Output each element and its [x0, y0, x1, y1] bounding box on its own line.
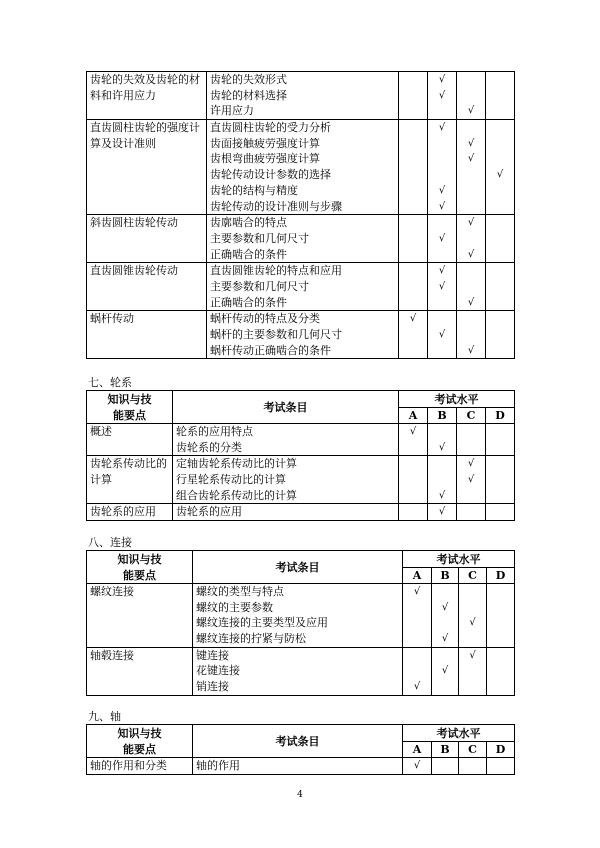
level-d: D [487, 742, 515, 758]
level-cell-b [428, 504, 457, 521]
level-cell-d [486, 120, 515, 215]
level-b: B [432, 568, 459, 584]
level-cell-c [457, 215, 486, 263]
level-cell-a [399, 215, 428, 263]
table-row [87, 215, 515, 263]
check-mark [486, 424, 514, 440]
check-mark [428, 343, 456, 359]
exam-item: 组合齿轮系传动比的计算 [176, 488, 297, 502]
exam-item: 齿轮的材料选择 [210, 88, 287, 102]
level-cell-d [486, 504, 515, 521]
level-cell-c [457, 504, 486, 521]
check-mark [428, 167, 456, 183]
check-mark: √ [438, 329, 446, 340]
header-row [87, 551, 515, 568]
exam-item: 直齿圆锥齿轮的特点和应用 [210, 264, 342, 278]
check-mark [457, 72, 485, 88]
section-7-body [87, 424, 515, 521]
level-cell-c [457, 311, 486, 359]
level-cell-c [457, 72, 486, 120]
exam-item: 蜗杆的主要参数和几何尺寸 [210, 328, 342, 341]
check-mark: √ [438, 441, 446, 453]
check-mark [457, 311, 485, 327]
check-mark [487, 584, 514, 600]
exam-item: 螺纹连接的主要类型及应用 [196, 616, 328, 630]
level-d: D [487, 568, 515, 584]
header-knowledge-line2: 能要点 [123, 569, 156, 582]
table-row [87, 584, 515, 648]
exam-item: 齿面接触疲劳强度计算 [210, 136, 320, 150]
check-mark [487, 631, 514, 647]
level-c: C [459, 568, 487, 584]
exam-items [173, 456, 399, 504]
check-mark: √ [467, 344, 475, 356]
check-mark [399, 295, 427, 311]
exam-items [173, 424, 399, 456]
check-mark: √ [438, 506, 446, 518]
check-mark [457, 488, 485, 504]
knowledge-point: 蜗杆传动 [87, 311, 207, 359]
check-mark [486, 472, 514, 488]
check-mark [399, 88, 427, 104]
check-mark [486, 247, 514, 263]
check-mark [399, 488, 427, 504]
exam-item: 齿轮的结构与精度 [210, 183, 298, 197]
check-mark [399, 151, 427, 167]
check-mark [459, 584, 486, 600]
check-mark [457, 199, 485, 215]
check-mark: √ [438, 280, 446, 292]
table-row [87, 758, 515, 775]
check-mark [486, 231, 514, 247]
check-mark [457, 231, 485, 247]
section-7-table [86, 390, 515, 521]
check-mark [428, 295, 456, 311]
check-mark: √ [467, 217, 475, 229]
level-cell-a [399, 120, 428, 215]
check-mark [486, 279, 514, 295]
check-mark [399, 263, 427, 279]
check-mark: √ [441, 601, 449, 613]
check-mark [428, 472, 456, 488]
header-knowledge-line1: 知识与技 [117, 553, 162, 566]
header-level: 考试水平 [399, 391, 515, 408]
level-cell-a [399, 456, 428, 504]
check-mark [487, 615, 514, 631]
check-mark [487, 758, 514, 774]
level-cell-d [487, 758, 515, 775]
exam-item: 定轴齿轮系传动比的计算 [176, 457, 297, 471]
level-c: C [459, 742, 487, 758]
check-mark [486, 488, 514, 504]
check-mark [432, 648, 458, 664]
level-cell-d [486, 215, 515, 263]
level-cell-b [432, 758, 459, 775]
table-row [87, 263, 515, 311]
check-mark [432, 679, 458, 695]
exam-item: 齿轮传动的设计准则与步骤 [210, 199, 342, 213]
header-knowledge [87, 725, 193, 758]
check-mark [428, 247, 456, 263]
knowledge-point: 齿轮系的应用 [87, 504, 173, 521]
check-mark: √ [409, 426, 417, 437]
check-mark [459, 679, 486, 695]
exam-item: 键连接 [196, 648, 229, 662]
check-mark [486, 343, 514, 359]
check-mark [457, 167, 485, 183]
level-cell-b [432, 647, 459, 695]
gear-table-body [87, 72, 515, 359]
check-mark [457, 120, 485, 136]
section-9-table [86, 724, 515, 775]
header-knowledge-line2: 能要点 [113, 409, 146, 422]
check-mark: √ [413, 681, 421, 693]
knowledge-point: 轴的作用和分类 [87, 758, 193, 775]
check-mark [399, 327, 427, 343]
level-cell-a [399, 263, 428, 311]
check-mark [432, 584, 458, 600]
check-mark [457, 88, 485, 104]
exam-item: 正确啮合的条件 [210, 295, 287, 309]
table-row [87, 311, 515, 359]
level-d: D [486, 408, 515, 424]
check-mark [486, 456, 514, 472]
header-knowledge [87, 551, 193, 584]
check-mark [487, 679, 514, 695]
level-cell-b [428, 424, 457, 456]
check-mark: √ [438, 200, 446, 212]
check-mark: √ [438, 265, 446, 277]
knowledge-point: 直齿圆锥齿轮传动 [87, 263, 207, 311]
check-mark [428, 424, 456, 440]
check-mark [428, 311, 456, 327]
header-knowledge-line2: 能要点 [123, 743, 156, 756]
level-a: A [399, 408, 428, 424]
check-mark [428, 136, 456, 152]
gear-table [86, 71, 515, 359]
header-item: 考试条目 [193, 551, 403, 584]
check-mark [486, 103, 514, 119]
page-number: 4 [297, 790, 303, 800]
exam-item: 蜗杆传动的特点及分类 [210, 312, 320, 326]
knowledge-point: 螺纹连接 [87, 584, 193, 648]
check-mark: √ [438, 74, 446, 85]
table-row [87, 72, 515, 120]
level-cell-a [399, 72, 428, 120]
check-mark [432, 615, 458, 631]
check-mark: √ [496, 169, 504, 181]
level-cell-b [428, 456, 457, 504]
check-mark [399, 231, 427, 247]
check-mark [399, 247, 427, 263]
check-mark: √ [413, 586, 421, 597]
check-mark: √ [413, 760, 421, 771]
exam-items [193, 584, 403, 648]
exam-item: 主要参数和几何尺寸 [210, 231, 309, 245]
check-mark [459, 758, 486, 774]
level-cell-b [428, 215, 457, 263]
level-cell-c [457, 456, 486, 504]
section-9-title: 九、轴 [88, 710, 121, 723]
check-mark: √ [438, 489, 446, 501]
check-mark [428, 456, 456, 472]
check-mark [486, 440, 514, 456]
level-cell-a [399, 311, 428, 359]
section-8-body [87, 584, 515, 696]
level-cell-d [487, 647, 515, 695]
exam-item: 正确啮合的条件 [210, 247, 287, 261]
header-level: 考试水平 [403, 551, 515, 568]
header-row [87, 725, 515, 742]
level-cell-c [457, 120, 486, 215]
check-mark [457, 183, 485, 199]
level-cell-d [486, 311, 515, 359]
check-mark [459, 600, 486, 616]
header-item: 考试条目 [193, 725, 403, 758]
check-mark: √ [438, 89, 446, 101]
check-mark: √ [469, 617, 476, 629]
check-mark [459, 663, 486, 679]
check-mark [399, 167, 427, 183]
section-7-header [87, 391, 515, 424]
check-mark: √ [467, 474, 475, 486]
header-knowledge-line1: 知识与技 [117, 727, 162, 740]
level-cell-d [486, 263, 515, 311]
check-mark [457, 440, 485, 456]
exam-item: 齿轮的失效形式 [210, 73, 287, 86]
level-cell-a [399, 424, 428, 456]
check-mark [486, 199, 514, 215]
check-mark [486, 151, 514, 167]
exam-item: 齿廓啮合的特点 [210, 216, 287, 230]
level-cell-b [428, 311, 457, 359]
check-mark [403, 600, 431, 616]
header-knowledge-line1: 知识与技 [107, 393, 152, 406]
exam-item: 螺纹的类型与特点 [196, 585, 284, 598]
level-cell-d [486, 72, 515, 120]
section-8-header [87, 551, 515, 584]
check-mark [486, 295, 514, 311]
check-mark: √ [441, 665, 449, 677]
exam-item: 主要参数和几何尺寸 [210, 279, 309, 293]
table-row [87, 647, 515, 695]
check-mark [403, 615, 431, 631]
check-mark: √ [467, 296, 475, 308]
level-cell-c [459, 647, 487, 695]
level-a: A [403, 568, 432, 584]
check-mark [399, 456, 427, 472]
check-mark [457, 279, 485, 295]
check-mark [457, 424, 485, 440]
check-mark [486, 136, 514, 152]
check-mark: √ [409, 313, 417, 325]
exam-item: 齿轮传动设计参数的选择 [210, 168, 331, 182]
knowledge-point: 直齿圆柱齿轮的强度计算及设计准则 [87, 120, 207, 215]
knowledge-point: 轴毂连接 [87, 647, 193, 695]
level-a: A [403, 742, 432, 758]
check-mark: √ [467, 248, 475, 260]
table-row [87, 456, 515, 504]
section-8-table [86, 550, 515, 696]
exam-item: 销连接 [196, 680, 229, 694]
table-row [87, 424, 515, 456]
exam-item: 齿根弯曲疲劳强度计算 [210, 152, 320, 166]
exam-item: 螺纹的主要参数 [196, 600, 273, 614]
header-row [87, 391, 515, 408]
exam-item: 许用应力 [210, 104, 254, 118]
check-mark: √ [438, 232, 446, 244]
check-mark [399, 183, 427, 199]
exam-item: 齿轮系的分类 [176, 440, 242, 454]
exam-item: 蜗杆传动正确啮合的条件 [210, 343, 331, 357]
level-cell-c [457, 424, 486, 456]
check-mark [399, 343, 427, 359]
level-b: B [428, 408, 457, 424]
check-mark [459, 631, 486, 647]
check-mark [486, 183, 514, 199]
header-item: 考试条目 [173, 391, 399, 424]
header-level: 考试水平 [403, 725, 515, 742]
check-mark [399, 440, 427, 456]
exam-items [193, 758, 403, 775]
check-mark [399, 136, 427, 152]
check-mark: √ [438, 122, 446, 134]
level-cell-a [403, 758, 432, 775]
exam-item: 行星轮系传动比的计算 [176, 473, 286, 487]
check-mark [403, 663, 431, 679]
level-cell-b [432, 584, 459, 648]
exam-items [207, 215, 399, 263]
knowledge-point: 概述 [87, 424, 173, 456]
check-mark [399, 103, 427, 119]
check-mark [428, 103, 456, 119]
level-b: B [432, 742, 459, 758]
check-mark [457, 327, 485, 343]
check-mark [486, 215, 514, 231]
section-7-title: 七、轮系 [88, 376, 132, 389]
knowledge-point: 斜齿圆柱齿轮传动 [87, 215, 207, 263]
knowledge-point: 齿轮的失效及齿轮的材料和许用应力 [87, 72, 207, 120]
section-8-title: 八、连接 [88, 536, 132, 549]
section-9-body [87, 758, 515, 775]
exam-items [207, 263, 399, 311]
exam-items [207, 120, 399, 215]
check-mark [399, 504, 427, 520]
check-mark [399, 279, 427, 295]
check-mark: √ [438, 184, 446, 196]
level-cell-a [403, 584, 432, 648]
check-mark [486, 120, 514, 136]
exam-item: 直齿圆柱齿轮的受力分析 [210, 121, 331, 135]
check-mark [487, 648, 514, 664]
check-mark [487, 600, 514, 616]
exam-items [207, 311, 399, 359]
knowledge-point: 齿轮系传动比的计算 [87, 456, 173, 504]
check-mark [486, 88, 514, 104]
check-mark [486, 311, 514, 327]
level-cell-d [486, 424, 515, 456]
check-mark: √ [467, 458, 475, 470]
exam-items [173, 504, 399, 521]
check-mark [399, 72, 427, 88]
check-mark [457, 504, 485, 520]
level-cell-c [457, 263, 486, 311]
level-cell-a [403, 647, 432, 695]
level-cell-b [428, 72, 457, 120]
exam-item: 花键连接 [196, 664, 240, 678]
check-mark: √ [467, 137, 475, 149]
exam-items [193, 647, 403, 695]
table-row [87, 504, 515, 521]
check-mark [487, 663, 514, 679]
table-row [87, 120, 515, 215]
level-cell-b [428, 120, 457, 215]
check-mark: √ [467, 153, 475, 165]
check-mark [486, 504, 514, 520]
level-cell-d [486, 456, 515, 504]
check-mark [432, 758, 458, 774]
exam-item: 齿轮系的应用 [176, 505, 242, 519]
check-mark [486, 72, 514, 88]
check-mark: √ [469, 649, 476, 661]
check-mark [428, 215, 456, 231]
exam-item: 轴的作用 [196, 759, 240, 772]
level-cell-a [399, 504, 428, 521]
exam-item: 螺纹连接的拧紧与防松 [196, 632, 306, 646]
check-mark [399, 215, 427, 231]
check-mark [403, 648, 431, 664]
exam-item: 轮系的应用特点 [176, 425, 253, 438]
level-c: C [457, 408, 486, 424]
check-mark [399, 120, 427, 136]
check-mark [486, 327, 514, 343]
level-cell-c [459, 758, 487, 775]
check-mark [428, 151, 456, 167]
check-mark [403, 631, 431, 647]
level-cell-c [459, 584, 487, 648]
section-9-header [87, 725, 515, 758]
check-mark: √ [467, 105, 475, 117]
check-mark [399, 472, 427, 488]
check-mark [486, 263, 514, 279]
check-mark [399, 199, 427, 215]
exam-items [207, 72, 399, 120]
header-knowledge [87, 391, 173, 424]
level-cell-d [487, 584, 515, 648]
check-mark: √ [441, 633, 449, 645]
level-cell-b [428, 263, 457, 311]
check-mark [457, 263, 485, 279]
